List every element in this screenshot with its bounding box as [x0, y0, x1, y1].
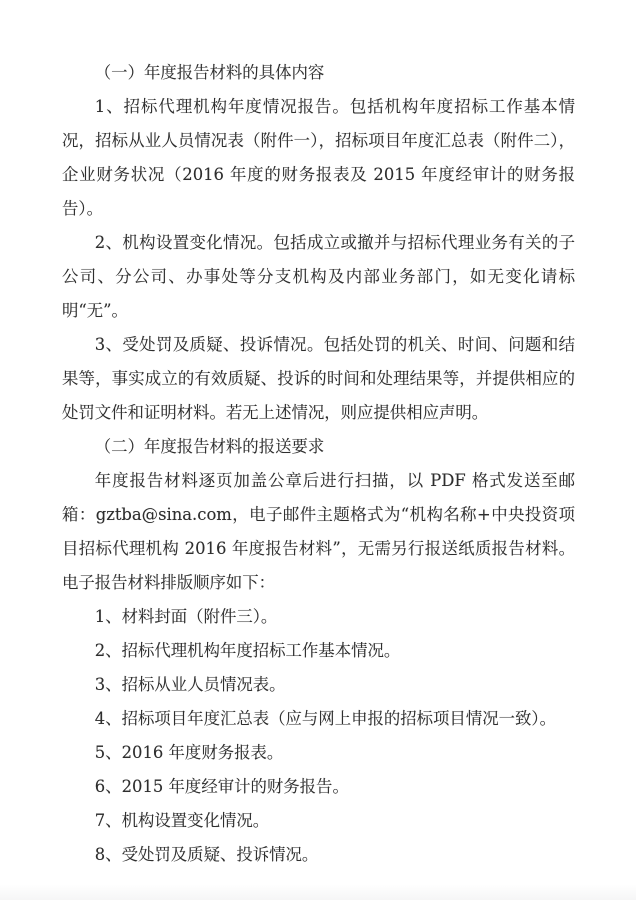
list-item: 6、2015 年度经审计的财务报告。 — [94, 777, 349, 796]
heading: （一）年度报告材料的具体内容 — [94, 63, 325, 82]
list-item: 7、机构设置变化情况。 — [94, 811, 270, 830]
list-item: 4、招标项目年度汇总表（应与网上申报的招标项目情况一致）。 — [94, 709, 556, 728]
document-body — [62, 56, 575, 872]
list-item: 8、受处罚及质疑、投诉情况。 — [94, 845, 319, 864]
page-bottom-shade — [0, 884, 636, 900]
paragraph: 2、机构设置变化情况。包括成立或撤并与招标代理业务有关的子公司、分公司、办事处等分支机构及内部业务部门，如无变化请标明“无”。 — [62, 233, 575, 320]
list-item: 1、材料封面（附件三）。 — [94, 607, 278, 626]
paragraph: 1、招标代理机构年度情况报告。包括机构年度招标工作基本情况，招标从业人员情况表（附件一），招标项目年度汇总表（附件二），企业财务状况（2016 年度的财务报表及 2015 年度经审计的财务报告）。 — [62, 97, 575, 218]
paragraph: 3、受处罚及质疑、投诉情况。包括处罚的机关、时间、问题和结果等，事实成立的有效质疑、投诉的时间和处理结果等，并提供相应的处罚文件和证明材料。若无上述情况，则应提供相应声明。 — [62, 335, 575, 422]
paragraph: 年度报告材料逐页加盖公章后进行扫描，以 PDF 格式发送至邮箱：gztba@sina.com，电子邮件主题格式为“机构名称+中央投资项目招标代理机构 2016 年度报告材料”，无需另行报送纸质报告材料。电子报告材料排版顺序如下： — [62, 471, 575, 592]
list-item: 2、招标代理机构年度招标工作基本情况。 — [94, 641, 401, 660]
list-item: 5、2016 年度财务报表。 — [94, 743, 284, 762]
heading: （二）年度报告材料的报送要求 — [94, 437, 325, 456]
list-item: 3、招标从业人员情况表。 — [94, 675, 286, 694]
